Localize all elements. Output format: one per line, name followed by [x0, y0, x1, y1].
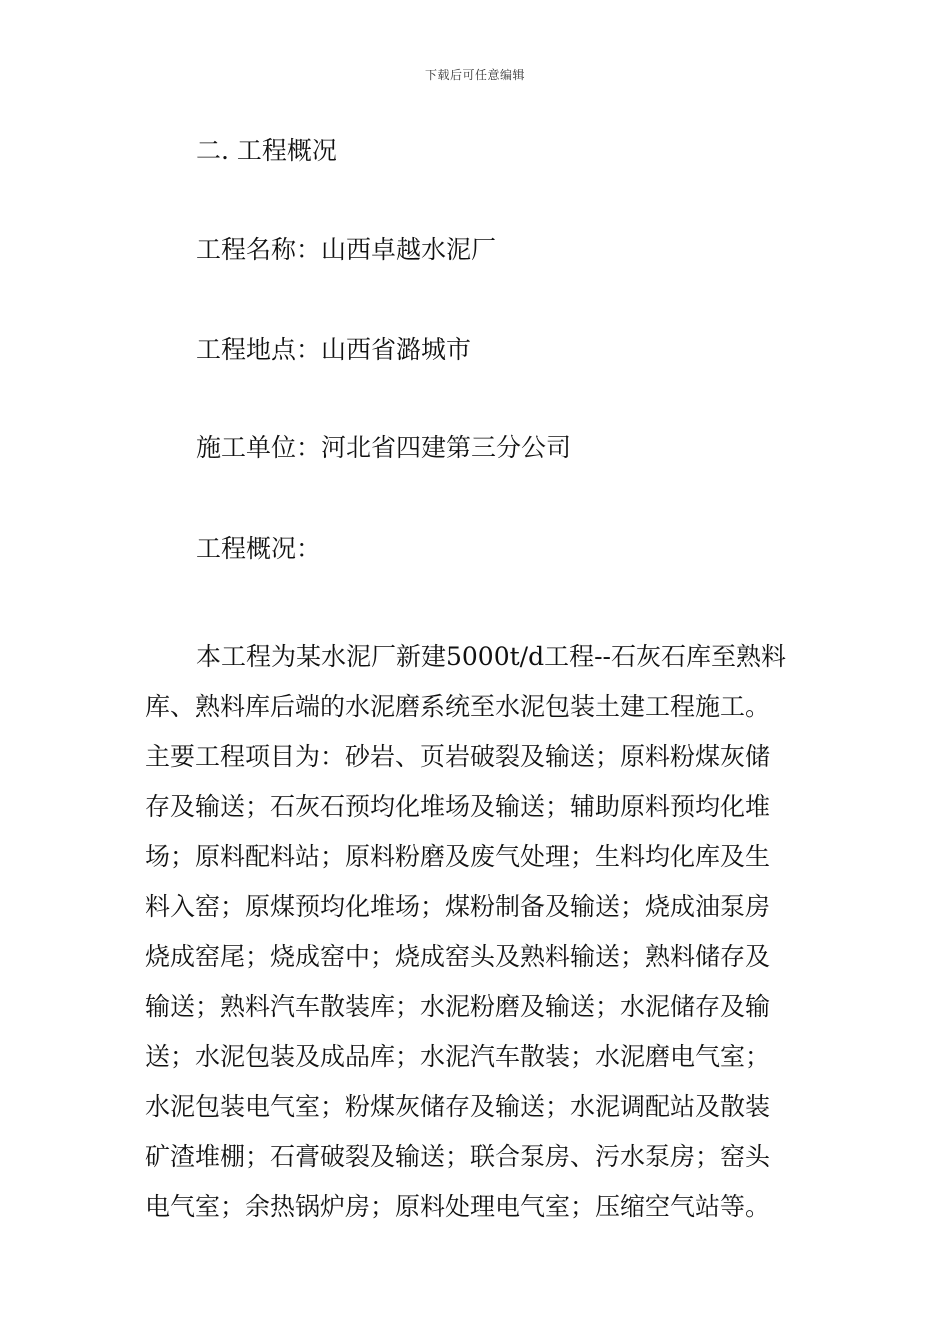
project-name-line: 工程名称：山西卓越水泥厂	[196, 235, 497, 264]
paragraph-line: 存及输送；石灰石预均化堆场及输送；辅助原料预均化堆	[145, 792, 771, 821]
overview-paragraph	[145, 632, 810, 1232]
overview-label: 工程概况：	[196, 534, 322, 563]
paragraph-line: 水泥包装电气室；粉煤灰储存及输送；水泥调配站及散装	[145, 1092, 771, 1121]
paragraph-line: 电气室；余热锅炉房；原料处理电气室；压缩空气站等。	[145, 1192, 771, 1221]
project-location-line: 工程地点：山西省潞城市	[196, 335, 472, 364]
section-title: 二. 工程概况	[196, 136, 337, 165]
paragraph-line: 库、熟料库后端的水泥磨系统至水泥包装土建工程施工。	[145, 692, 771, 721]
paragraph-line: 本工程为某水泥厂新建5000t/d工程--石灰石库至熟料	[196, 642, 786, 671]
paragraph-line: 烧成窑尾；烧成窑中；烧成窑头及熟料输送；熟料储存及	[145, 942, 771, 971]
contractor-line: 施工单位：河北省四建第三分公司	[196, 433, 572, 462]
page-header: 下载后可任意编辑	[424, 68, 525, 82]
paragraph-line: 场；原料配料站；原料粉磨及废气处理；生料均化库及生	[145, 842, 771, 871]
paragraph-line: 输送；熟料汽车散装库；水泥粉磨及输送；水泥储存及输	[145, 992, 771, 1021]
paragraph-line: 料入窑；原煤预均化堆场；煤粉制备及输送；烧成油泵房	[145, 892, 771, 921]
paragraph-line: 矿渣堆棚；石膏破裂及输送；联合泵房、污水泵房；窑头	[145, 1142, 771, 1171]
paragraph-line: 主要工程项目为：砂岩、页岩破裂及输送；原料粉煤灰储	[145, 742, 771, 771]
paragraph-line: 送；水泥包装及成品库；水泥汽车散装；水泥磨电气室；	[145, 1042, 771, 1071]
